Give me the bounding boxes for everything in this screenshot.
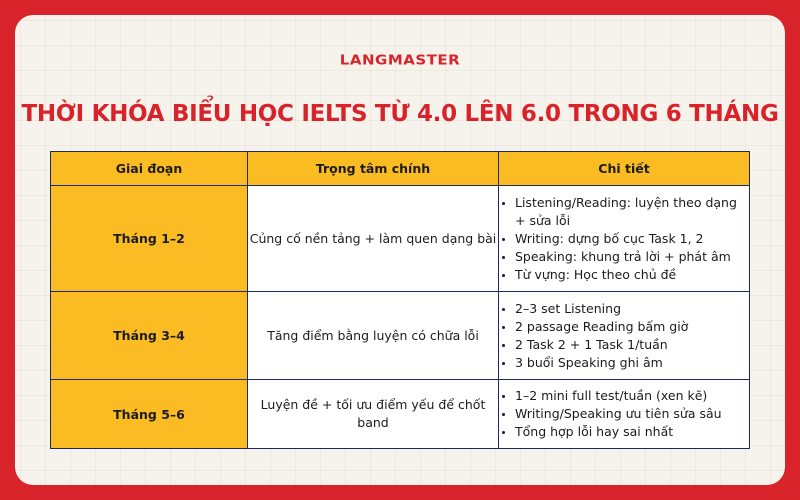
table-row [51, 186, 750, 292]
detail-item: Speaking: khung trả lời + phát âm [515, 248, 749, 266]
phase-cell: Tháng 3–4 [51, 292, 248, 380]
header-phase: Giai đoạn [51, 152, 248, 186]
detail-item: 2 Task 2 + 1 Task 1/tuần [515, 336, 749, 354]
table-header-row [51, 152, 750, 186]
details-cell [499, 380, 750, 449]
detail-item: 2 passage Reading bấm giờ [515, 318, 749, 336]
header-focus: Trọng tâm chính [248, 152, 499, 186]
detail-item: Writing: dựng bố cục Task 1, 2 [515, 230, 749, 248]
detail-item: Listening/Reading: luyện theo dạng + sửa lỗi [515, 194, 749, 230]
focus-cell: Tăng điểm bằng luyện có chữa lỗi [248, 292, 499, 380]
table-row [51, 380, 750, 449]
table-row [51, 292, 750, 380]
focus-cell: Củng cố nền tảng + làm quen dạng bài [248, 186, 499, 292]
details-cell [499, 186, 750, 292]
phase-cell: Tháng 5–6 [51, 380, 248, 449]
detail-item: 2–3 set Listening [515, 300, 749, 318]
phase-cell: Tháng 1–2 [51, 186, 248, 292]
detail-item: Writing/Speaking ưu tiên sửa sâu [515, 405, 749, 423]
details-list [499, 387, 749, 441]
header-details: Chi tiết [499, 152, 750, 186]
detail-item: 3 buổi Speaking ghi âm [515, 354, 749, 372]
detail-item: Từ vựng: Học theo chủ đề [515, 266, 749, 284]
schedule-table [50, 151, 750, 449]
focus-cell: Luyện đề + tối ưu điểm yếu để chốt band [248, 380, 499, 449]
details-cell [499, 292, 750, 380]
detail-item: 1–2 mini full test/tuần (xen kẽ) [515, 387, 749, 405]
brand-logo: LANGMASTER [339, 51, 461, 69]
page-title: THỜI KHÓA BIỂU HỌC IELTS TỪ 4.0 LÊN 6.0 TRONG 6 THÁNG [21, 101, 779, 127]
details-list [499, 300, 749, 372]
details-list [499, 194, 749, 284]
detail-item: Tổng hợp lỗi hay sai nhất [515, 423, 749, 441]
